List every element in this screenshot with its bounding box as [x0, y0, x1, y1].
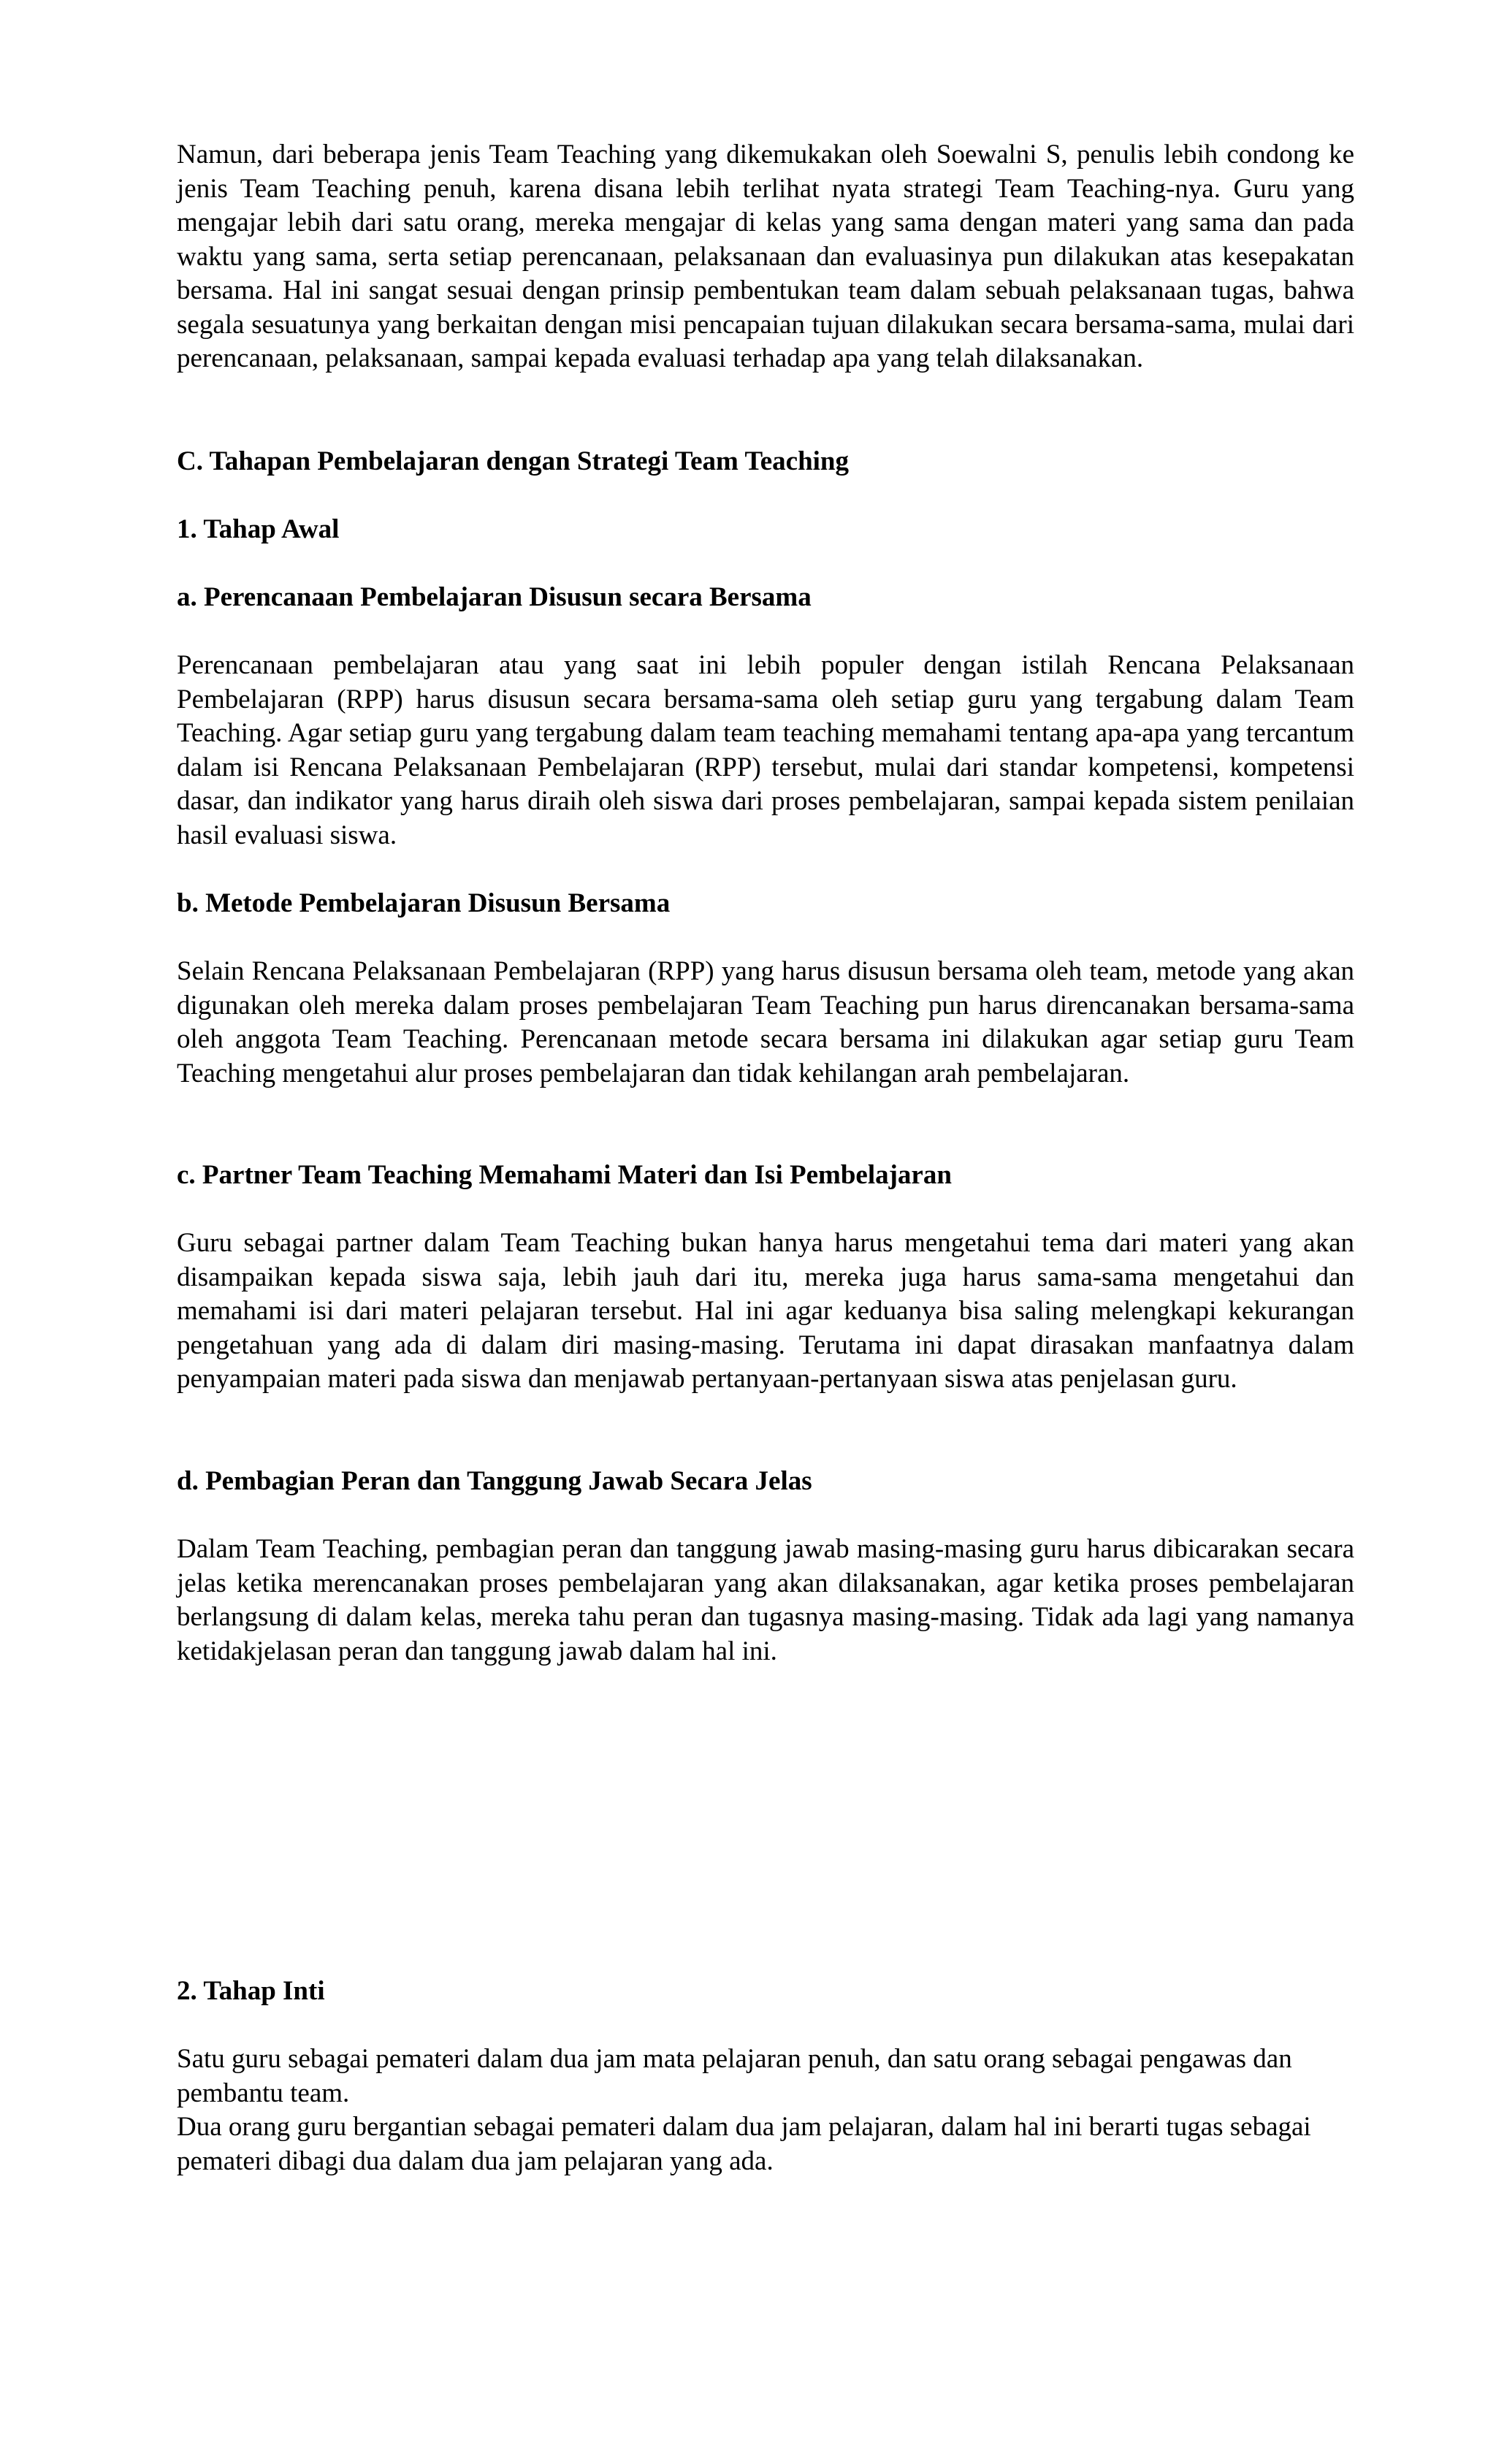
subsection-d-text: Dalam Team Teaching, pembagian peran dan tanggung jawab masing-masing guru harus dibicarakan secara jelas ketika merencanakan proses pembelajaran yang akan dilaksanakan, agar ketika proses pembelajaran berlangsung di dalam kelas, mereka tahu peran dan tugasnya masing-masing. Tidak ada lagi yang namanya ketidakjelasan peran dan tanggung jawab dalam hal ini. [177, 1534, 1354, 1666]
stage2-paragraph-2: Dua orang guru bergantian sebagai pemateri dalam dua jam pelajaran, dalam hal ini berarti tugas sebagai pemateri dibagi dua dalam dua jam pelajaran yang ada. [177, 2112, 1311, 2176]
subsection-b-heading: b. Metode Pembelajaran Disusun Bersama [177, 888, 671, 918]
stage2-heading: 2. Tahap Inti [177, 1976, 325, 2006]
subsection-b-text: Selain Rencana Pelaksanaan Pembelajaran (RPP) yang harus disusun bersama oleh team, metode yang akan digunakan oleh mereka dalam proses pembelajaran Team Teaching pun harus direncanakan bersama-sama oleh anggota Team Teaching. Perencanaan metode secara bersama ini dilakukan agar setiap guru Team Teaching mengetahui alur proses pembelajaran dan tidak kehilangan arah pembelajaran. [177, 956, 1354, 1088]
subsection-c-text: Guru sebagai partner dalam Team Teaching bukan hanya harus mengetahui tema dari materi yang akan disampaikan kepada siswa saja, lebih jauh dari itu, mereka juga harus sama-sama mengetahui dan memahami isi dari materi pelajaran tersebut. Hal ini agar keduanya bisa saling melengkapi kekurangan pengetahuan yang ada di dalam diri masing-masing. Terutama ini dapat dirasakan manfaatnya dalam penyampaian materi pada siswa dan menjawab pertanyaan-pertanyaan siswa atas penjelasan guru. [177, 1228, 1354, 1394]
section-c-heading: C. Tahapan Pembelajaran dengan Strategi Team Teaching [177, 446, 850, 476]
subsection-c-heading: c. Partner Team Teaching Memahami Materi dan Isi Pembelajaran [177, 1160, 952, 1190]
stage1-heading: 1. Tahap Awal [177, 514, 340, 544]
subsection-a-text: Perencanaan pembelajaran atau yang saat ini lebih populer dengan istilah Rencana Pelaksanaan Pembelajaran (RPP) harus disusun secara bersama-sama oleh setiap guru yang tergabung dalam Team Teaching. Agar setiap guru yang tergabung dalam team teaching memahami tentang apa-apa yang tercantum dalam isi Rencana Pelaksanaan Pembelajaran (RPP) tersebut, mulai dari standar kompetensi, kompetensi dasar, dan indikator yang harus diraih oleh siswa dari proses pembelajaran, sampai kepada sistem penilaian hasil evaluasi siswa. [177, 650, 1354, 850]
intro-paragraph: Namun, dari beberapa jenis Team Teaching yang dikemukakan oleh Soewalni S, penulis lebih condong ke jenis Team Teaching penuh, karena disana lebih terlihat nyata strategi Team Teaching-nya. Guru yang mengajar lebih dari satu orang, mereka mengajar di kelas yang sama dengan materi yang sama dan pada waktu yang sama, serta setiap perencanaan, pelaksanaan dan evaluasinya pun dilakukan atas kesepakatan bersama. Hal ini sangat sesuai dengan prinsip pembentukan team dalam sebuah pelaksanaan tugas, bahwa segala sesuatunya yang berkaitan dengan misi pencapaian tujuan dilakukan secara bersama-sama, mulai dari perencanaan, pelaksanaan, sampai kepada evaluasi terhadap apa yang telah dilaksanakan. [177, 140, 1354, 373]
subsection-d-heading: d. Pembagian Peran dan Tanggung Jawab Secara Jelas [177, 1466, 812, 1496]
stage2-paragraph-1: Satu guru sebagai pemateri dalam dua jam mata pelajaran penuh, dan satu orang sebagai pengawas dan pembantu team. [177, 2044, 1292, 2108]
subsection-a-heading: a. Perencanaan Pembelajaran Disusun secara Bersama [177, 582, 812, 612]
